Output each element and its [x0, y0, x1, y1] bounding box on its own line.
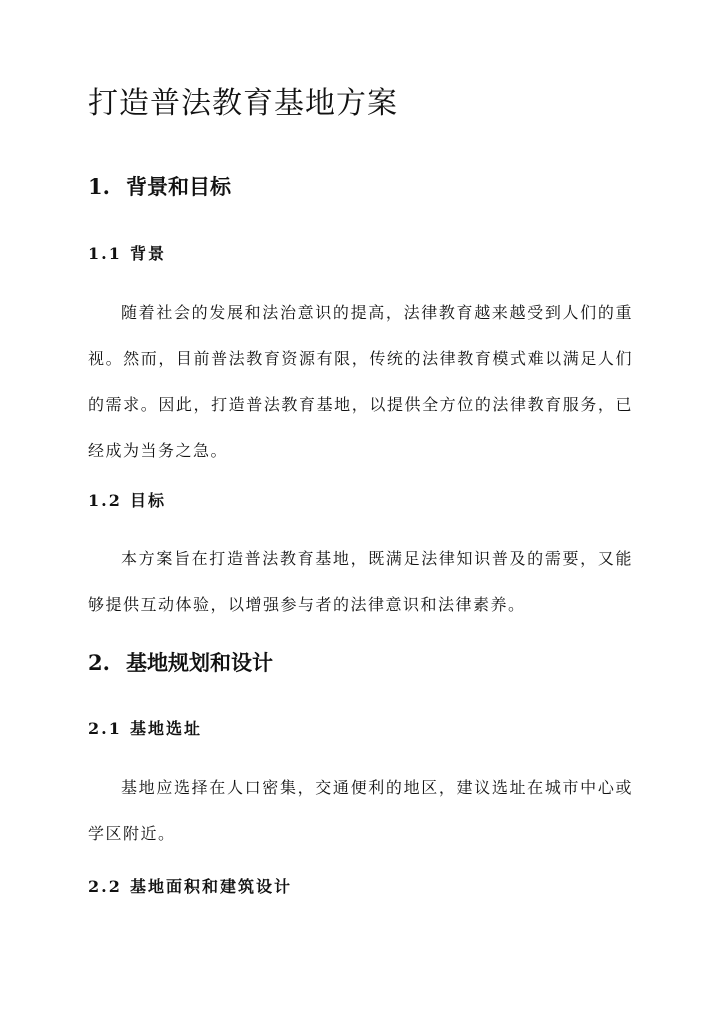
section-1-2-number: 1.2 — [88, 491, 122, 510]
section-2-2-heading — [88, 875, 292, 899]
section-1-1-number: 1.1 — [88, 244, 122, 263]
section-1-number: 1. — [88, 174, 110, 199]
section-1-heading — [88, 172, 231, 202]
section-2-1-heading — [88, 717, 202, 741]
section-1-1-title: 背景 — [130, 244, 167, 263]
section-2-1-paragraph: 基地应选择在人口密集，交通便利的地区，建议选址在城市中心或学区附近。 — [88, 778, 633, 843]
section-1-1-paragraph: 随着社会的发展和法治意识的提高，法律教育越来越受到人们的重视。然而，目前普法教育资源有限，传统的法律教育模式难以满足人们的需求。因此，打造普法教育基地，以提供全方位的法律教育服务，已经成为当务之急。 — [88, 303, 633, 460]
section-1-2-title: 目标 — [130, 491, 167, 510]
section-2-2-title: 基地面积和建筑设计 — [130, 877, 293, 896]
section-2-title: 基地规划和设计 — [126, 650, 273, 675]
section-1-2-heading — [88, 489, 166, 513]
section-1-title: 背景和目标 — [126, 174, 231, 199]
section-1-2-paragraph: 本方案旨在打造普法教育基地，既满足法律知识普及的需要，又能够提供互动体验，以增强参与者的法律意识和法律素养。 — [88, 549, 633, 614]
document-title: 打造普法教育基地方案 — [88, 86, 398, 121]
section-2-number: 2. — [88, 650, 110, 675]
section-1-1-heading — [88, 242, 166, 266]
section-2-2-number: 2.2 — [88, 877, 122, 896]
section-2-1-title: 基地选址 — [130, 719, 203, 738]
section-2-1-number: 2.1 — [88, 719, 122, 738]
section-2-heading — [88, 648, 273, 678]
